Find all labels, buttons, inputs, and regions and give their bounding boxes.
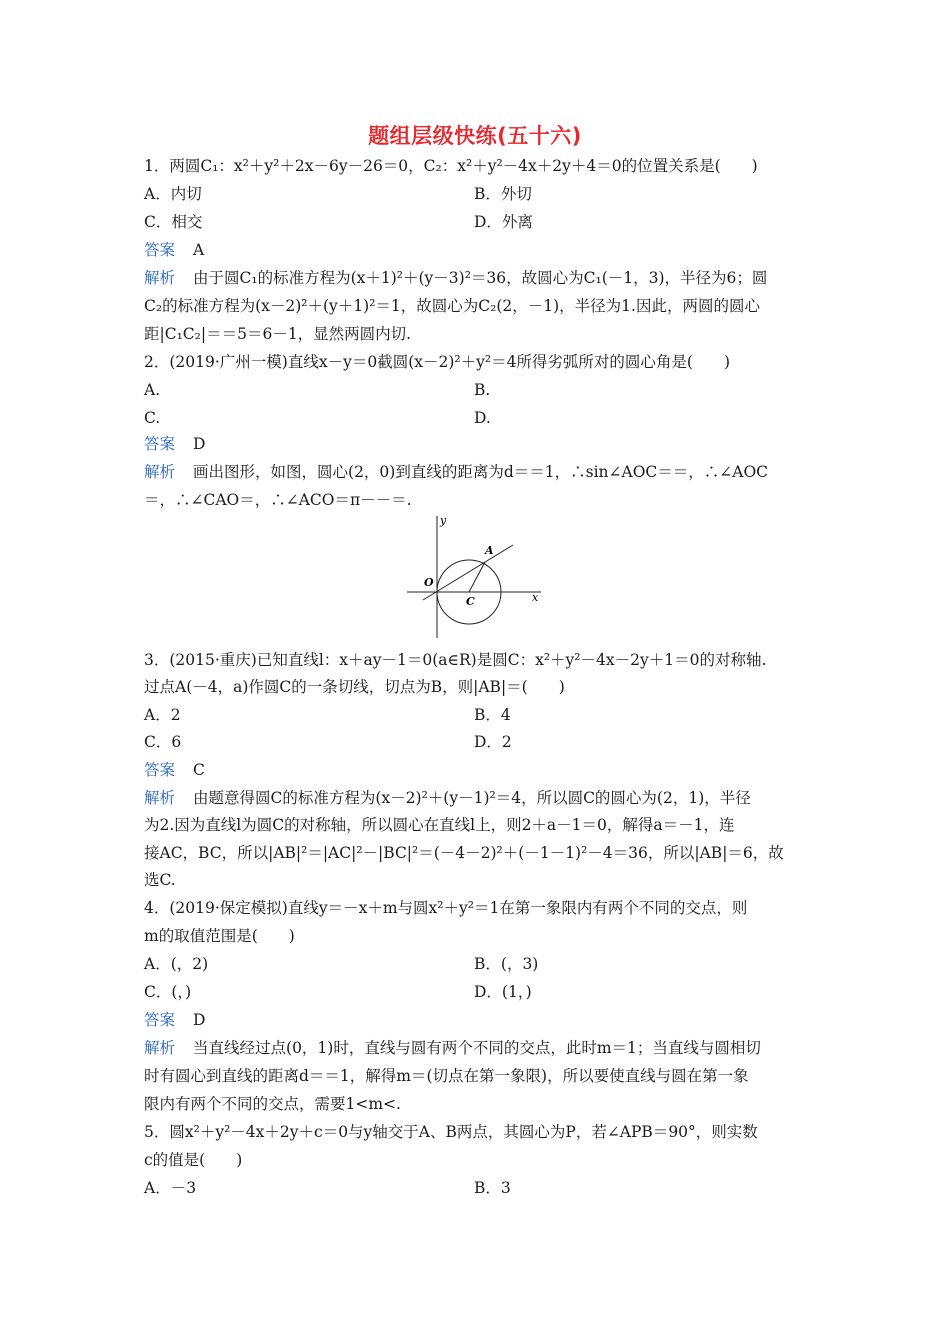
question-5-option-a: A．－3 (144, 1179, 197, 1197)
question-4-option-d: D．(1，) (474, 983, 532, 1001)
question-1-option-b: B．外切 (474, 185, 532, 203)
explanation-label: 解析 (144, 463, 176, 481)
label-x: x (532, 591, 539, 604)
question-1-answer (144, 236, 814, 264)
question-3-option-d: D．2 (474, 733, 512, 751)
question-4-explanation-line-3: 限内有两个不同的交点，需要1<m<. (144, 1095, 401, 1113)
label-y: y (440, 514, 447, 527)
question-1-option-a: A．内切 (144, 185, 202, 203)
question-4-explanation-line-2: 时有圆心到直线的距离d＝＝1，解得m＝(切点在第一象限)，所以要使直线与圆在第一象 (144, 1067, 749, 1085)
question-4-option-c: C．(，) (144, 983, 192, 1001)
figure-svg (405, 512, 550, 642)
question-3-option-b: B．4 (474, 706, 511, 724)
question-2-option-a: A. (144, 381, 161, 399)
question-1-option-d: D．外离 (474, 213, 533, 231)
question-2-option-b: B. (474, 381, 491, 399)
explanation-text: 当直线经过点(0，1)时，直线与圆有两个不同的交点，此时m＝1；当直线与圆相切 (193, 1039, 761, 1057)
question-3-answer (144, 756, 814, 784)
answer-value: C (193, 761, 205, 779)
label-a: A (485, 544, 494, 557)
question-5-stem-line-2: c的值是( ) (144, 1151, 243, 1169)
question-2-explanation-line-2: ＝，∴∠CAO＝，∴∠ACO＝π－－＝. (144, 491, 412, 509)
question-1-explanation-line-2: C₂的标准方程为(x－2)²＋(y＋1)²＝1，故圆心为C₂(2，－1)，半径为1.因此，两圆的圆心 (144, 297, 760, 315)
question-1-stem: 1．两圆C₁：x²＋y²＋2x－6y－26＝0，C₂：x²＋y²－4x＋2y＋4＝0的位置关系是( ) (144, 157, 758, 175)
question-1-explanation-line-3: 距|C₁C₂|＝＝5＝6－1，显然两圆内切. (144, 325, 412, 343)
question-3-explanation-line-2: 为2.因为直线l为圆C的对称轴，所以圆心在直线l上，则2＋a－1＝0，解得a＝－1，连 (144, 816, 735, 834)
question-2-answer (144, 430, 814, 458)
explanation-label: 解析 (144, 1039, 176, 1057)
question-4-option-a: A．(，2) (144, 955, 209, 973)
answer-label: 答案 (144, 761, 176, 779)
question-2-explanation-line-1 (144, 458, 814, 486)
question-5-stem-line-1: 5．圆x²＋y²－4x＋2y＋c＝0与y轴交于A、B两点，其圆心为P，若∠APB＝90°，则实数 (144, 1123, 758, 1141)
question-2-option-d: D. (474, 409, 491, 427)
explanation-text: 由题意得圆C的标准方程为(x－2)²＋(y－1)²＝4，所以圆C的圆心为(2，1)，半径 (193, 789, 751, 807)
label-c: C (466, 595, 475, 608)
question-2-option-c: C. (144, 409, 161, 427)
question-4-explanation-line-1 (144, 1034, 814, 1062)
question-3-explanation-line-3: 接AC，BC，所以|AB|²＝|AC|²－|BC|²＝(－4－2)²＋(－1－1)²－4＝36，所以|AB|＝6，故 (144, 844, 784, 862)
question-4-stem-line-1: 4．(2019·保定模拟)直线y＝－x＋m与圆x²＋y²＝1在第一象限内有两个不同的交点，则 (144, 899, 748, 917)
answer-value: A (193, 241, 205, 259)
answer-value: D (193, 435, 206, 453)
question-1-option-c: C．相交 (144, 213, 203, 231)
question-3-explanation-line-1 (144, 784, 814, 812)
question-3-option-c: C．6 (144, 733, 182, 751)
question-3-stem-line-2: 过点A(－4，a)作圆C的一条切线，切点为B，则|AB|＝( ) (144, 678, 565, 696)
explanation-label: 解析 (144, 269, 176, 287)
question-4-answer (144, 1006, 814, 1034)
question-3-explanation-line-4: 选C. (144, 871, 176, 889)
answer-value: D (193, 1011, 206, 1029)
explanation-text: 画出图形，如图，圆心(2，0)到直线的距离为d＝＝1，∴sin∠AOC＝＝，∴∠AOC (193, 463, 769, 481)
question-3-option-a: A．2 (144, 706, 181, 724)
question-4-option-b: B．(，3) (474, 955, 539, 973)
answer-label: 答案 (144, 435, 176, 453)
answer-label: 答案 (144, 1011, 176, 1029)
circle-line-figure (405, 512, 550, 646)
answer-label: 答案 (144, 241, 176, 259)
question-3-stem-line-1: 3．(2015·重庆)已知直线l：x＋ay－1＝0(a∈R)是圆C：x²＋y²－4x－2y＋1＝0的对称轴. (144, 651, 767, 669)
question-2-stem: 2．(2019·广州一模)直线x－y＝0截圆(x－2)²＋y²＝4所得劣弧所对的圆心角是( ) (144, 353, 731, 371)
label-o: O (424, 576, 434, 589)
explanation-text: 由于圆C₁的标准方程为(x＋1)²＋(y－3)²＝36，故圆心为C₁(－1，3)，半径为6；圆 (193, 269, 768, 287)
explanation-label: 解析 (144, 789, 176, 807)
question-4-stem-line-2: m的取值范围是( ) (144, 927, 295, 945)
question-1-explanation-line-1 (144, 264, 814, 292)
question-5-option-b: B．3 (474, 1179, 511, 1197)
page-title: 题组层级快练(五十六) (368, 124, 582, 148)
